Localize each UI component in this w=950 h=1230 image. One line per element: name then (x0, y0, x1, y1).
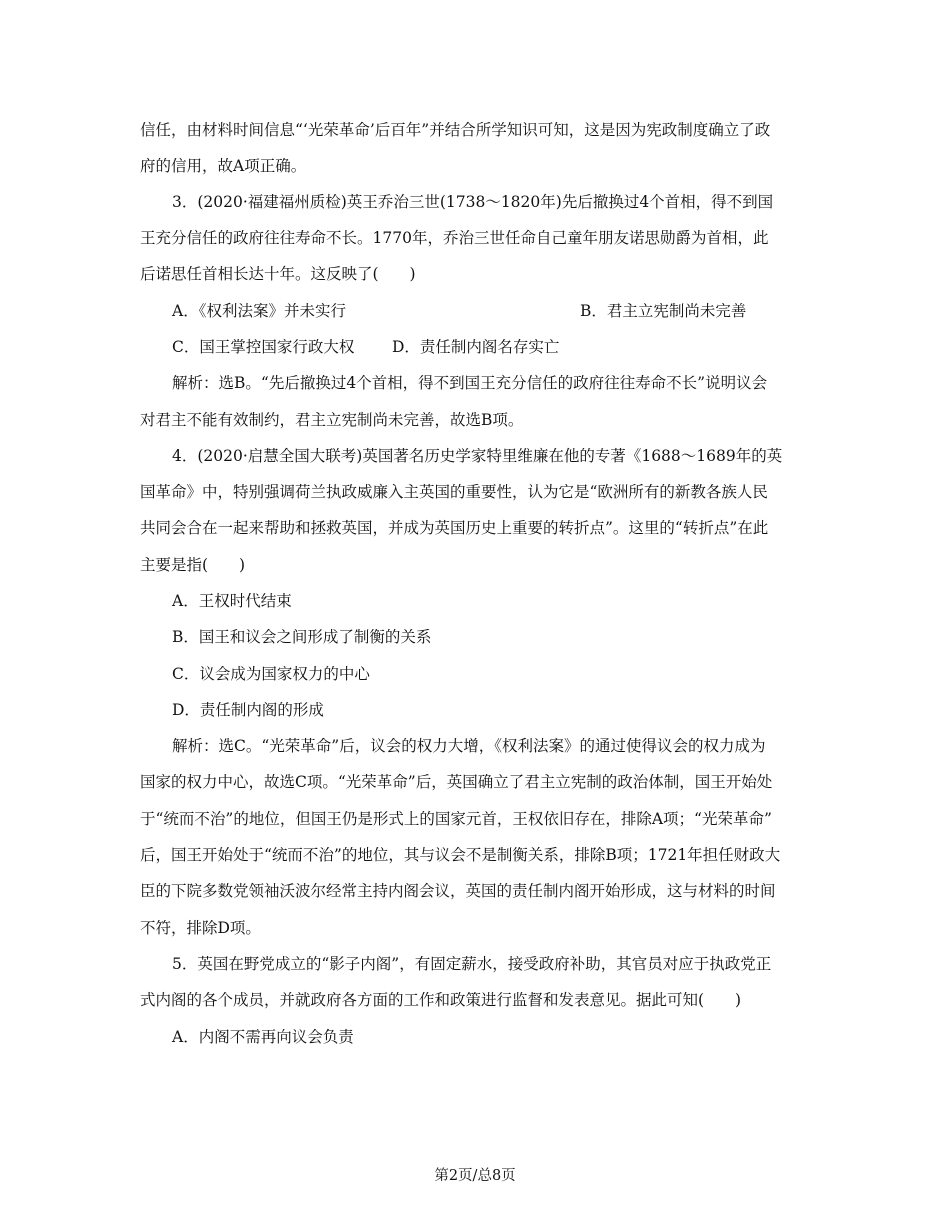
question-3-stem: 后诺思任首相长达十年。这反映了( ) (140, 265, 416, 283)
question-4-analysis: 臣的下院多数党领袖沃波尔经常主持内阁会议，英国的责任制内阁开始形成，这与材料的时间 (140, 882, 776, 900)
question-5-option-a: A．内阁不需再向议会负责 (172, 1028, 354, 1046)
question-3-stem: 3．(2020·福建福州质检)英王乔治三世(1738～1820年)先后撤换过4个首相，得不到国 (172, 193, 774, 211)
question-4-stem: 4．(2020·启慧全国大联考)英国著名历史学家特里维廉在他的专著《1688～1689年的英 (172, 447, 783, 465)
question-4-analysis: 后，国王开始处于“统而不治”的地位，其与议会不是制衡关系，排除B项；1721年担任财政大 (140, 846, 781, 864)
question-3-analysis: 解析：选B。“先后撤换过4个首相，得不到国王充分信任的政府往往寿命不长”说明议会 (172, 374, 768, 392)
analysis-line: 信任，由材料时间信息“‘光荣革命’后百年”并结合所学知识可知，这是因为宪政制度确立了政 (140, 121, 771, 139)
question-3-option-a: A．《权利法案》并未实行 (172, 302, 346, 320)
question-4-analysis: 国家的权力中心，故选C项。“光荣革命”后，英国确立了君主立宪制的政治体制，国王开始处 (140, 773, 773, 791)
question-4-option-c: C．议会成为国家权力的中心 (172, 665, 370, 683)
question-3-stem: 王充分信任的政府往往寿命不长。1770年，乔治三世任命自己童年朋友诺思勋爵为首相，此 (140, 229, 769, 247)
question-3-option-b: B．君主立宪制尚未完善 (580, 302, 747, 320)
question-4-analysis: 于“统而不治”的地位，但国王仍是形式上的国家元首，王权依旧存在，排除A项；“光荣革命” (140, 810, 772, 828)
question-4-analysis: 不符，排除D项。 (140, 919, 261, 937)
question-4-option-b: B．国王和议会之间形成了制衡的关系 (172, 628, 432, 646)
question-4-analysis: 解析：选C。“光荣革命”后，议会的权力大增，《权利法案》的通过使得议会的权力成为 (172, 737, 766, 755)
question-3-analysis: 对君主不能有效制约，君主立宪制尚未完善，故选B项。 (140, 411, 524, 429)
question-4-option-a: A．王权时代结束 (172, 592, 292, 610)
question-3-option-c: C．国王掌控国家行政大权 (172, 338, 355, 356)
question-4-stem: 主要是指( ) (140, 556, 246, 574)
question-5-stem: 5．英国在野党成立的“影子内阁”，有固定薪水，接受政府补助，其官员对应于执政党正 (172, 955, 772, 973)
question-3-option-d: D．责任制内阁名存实亡 (392, 338, 560, 356)
question-4-stem: 共同会合在一起来帮助和拯救英国，并成为英国历史上重要的转折点”。这里的“转折点”在此 (140, 519, 769, 537)
question-4-stem: 国革命》中，特别强调荷兰执政威廉入主英国的重要性，认为它是“欧洲所有的新教各族人民 (140, 483, 768, 501)
page-number: 第2页/总8页 (434, 1168, 516, 1184)
question-4-option-d: D．责任制内阁的形成 (172, 701, 324, 719)
question-5-stem: 式内阁的各个成员，并就政府各方面的工作和政策进行监督和发表意见。据此可知( ) (140, 991, 742, 1009)
analysis-line: 府的信用，故A项正确。 (140, 157, 307, 175)
